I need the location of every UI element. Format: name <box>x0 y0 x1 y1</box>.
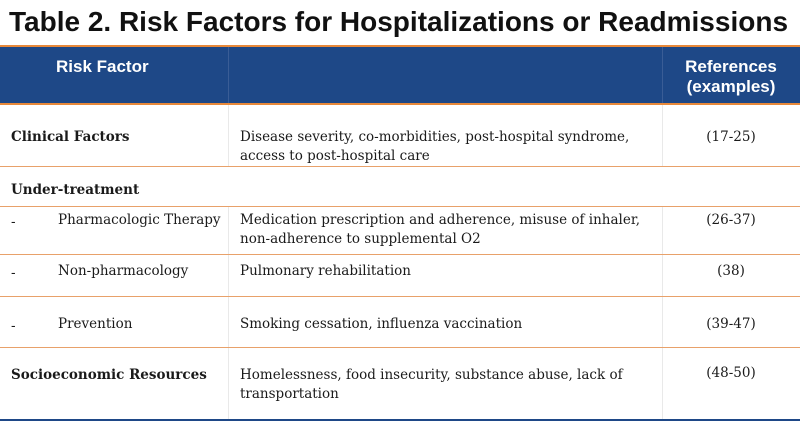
column-divider <box>228 255 229 296</box>
risk-factor-label: Pharmacologic Therapy <box>58 212 221 228</box>
table-row <box>0 207 800 255</box>
risk-factor-references: (48-50) <box>706 365 756 381</box>
risk-factor-description: Pulmonary rehabilitation <box>240 263 411 279</box>
risk-factor-description: Medication prescription and adherence, misuse of inhaler, non-adherence to supplemental O2 <box>240 212 641 247</box>
table-row <box>0 255 800 297</box>
subitem-dash: - <box>11 318 16 334</box>
risk-factor-references: (38) <box>717 263 745 279</box>
table-header <box>0 45 800 105</box>
risk-factor-description: Homelessness, food insecurity, substance abuse, lack of transportation <box>240 367 623 402</box>
column-divider <box>228 348 229 421</box>
table-bottom-rule <box>0 419 800 421</box>
subitem-dash: - <box>11 265 16 281</box>
risk-factor-references: (39-47) <box>706 316 756 332</box>
column-divider <box>228 47 229 103</box>
column-divider <box>662 348 663 421</box>
risk-factor-label: Socioeconomic Resources <box>11 367 207 383</box>
subitem-dash: - <box>11 214 16 230</box>
table-row <box>0 348 800 421</box>
risk-factor-description: Disease severity, co-morbidities, post-hospital syndrome, access to post-hospital care <box>240 129 630 164</box>
risk-factor-label: Under-treatment <box>11 182 140 198</box>
table-row <box>0 105 800 167</box>
header-risk-factor: Risk Factor <box>56 57 149 76</box>
column-divider <box>228 207 229 254</box>
column-divider <box>228 105 229 166</box>
risk-factor-references: (26-37) <box>706 212 756 228</box>
column-divider <box>228 297 229 347</box>
risk-factor-description: Smoking cessation, influenza vaccination <box>240 316 523 332</box>
risk-factor-label: Prevention <box>58 316 133 332</box>
risk-factor-references: (17-25) <box>706 129 756 145</box>
table-row <box>0 297 800 348</box>
risk-factor-label: Non-pharmacology <box>58 263 189 279</box>
header-references: References (examples) <box>685 57 777 96</box>
risk-factor-label: Clinical Factors <box>11 129 130 145</box>
table-row <box>0 167 800 207</box>
table-title: Table 2. Risk Factors for Hospitalizations or Readmissions <box>9 6 789 37</box>
